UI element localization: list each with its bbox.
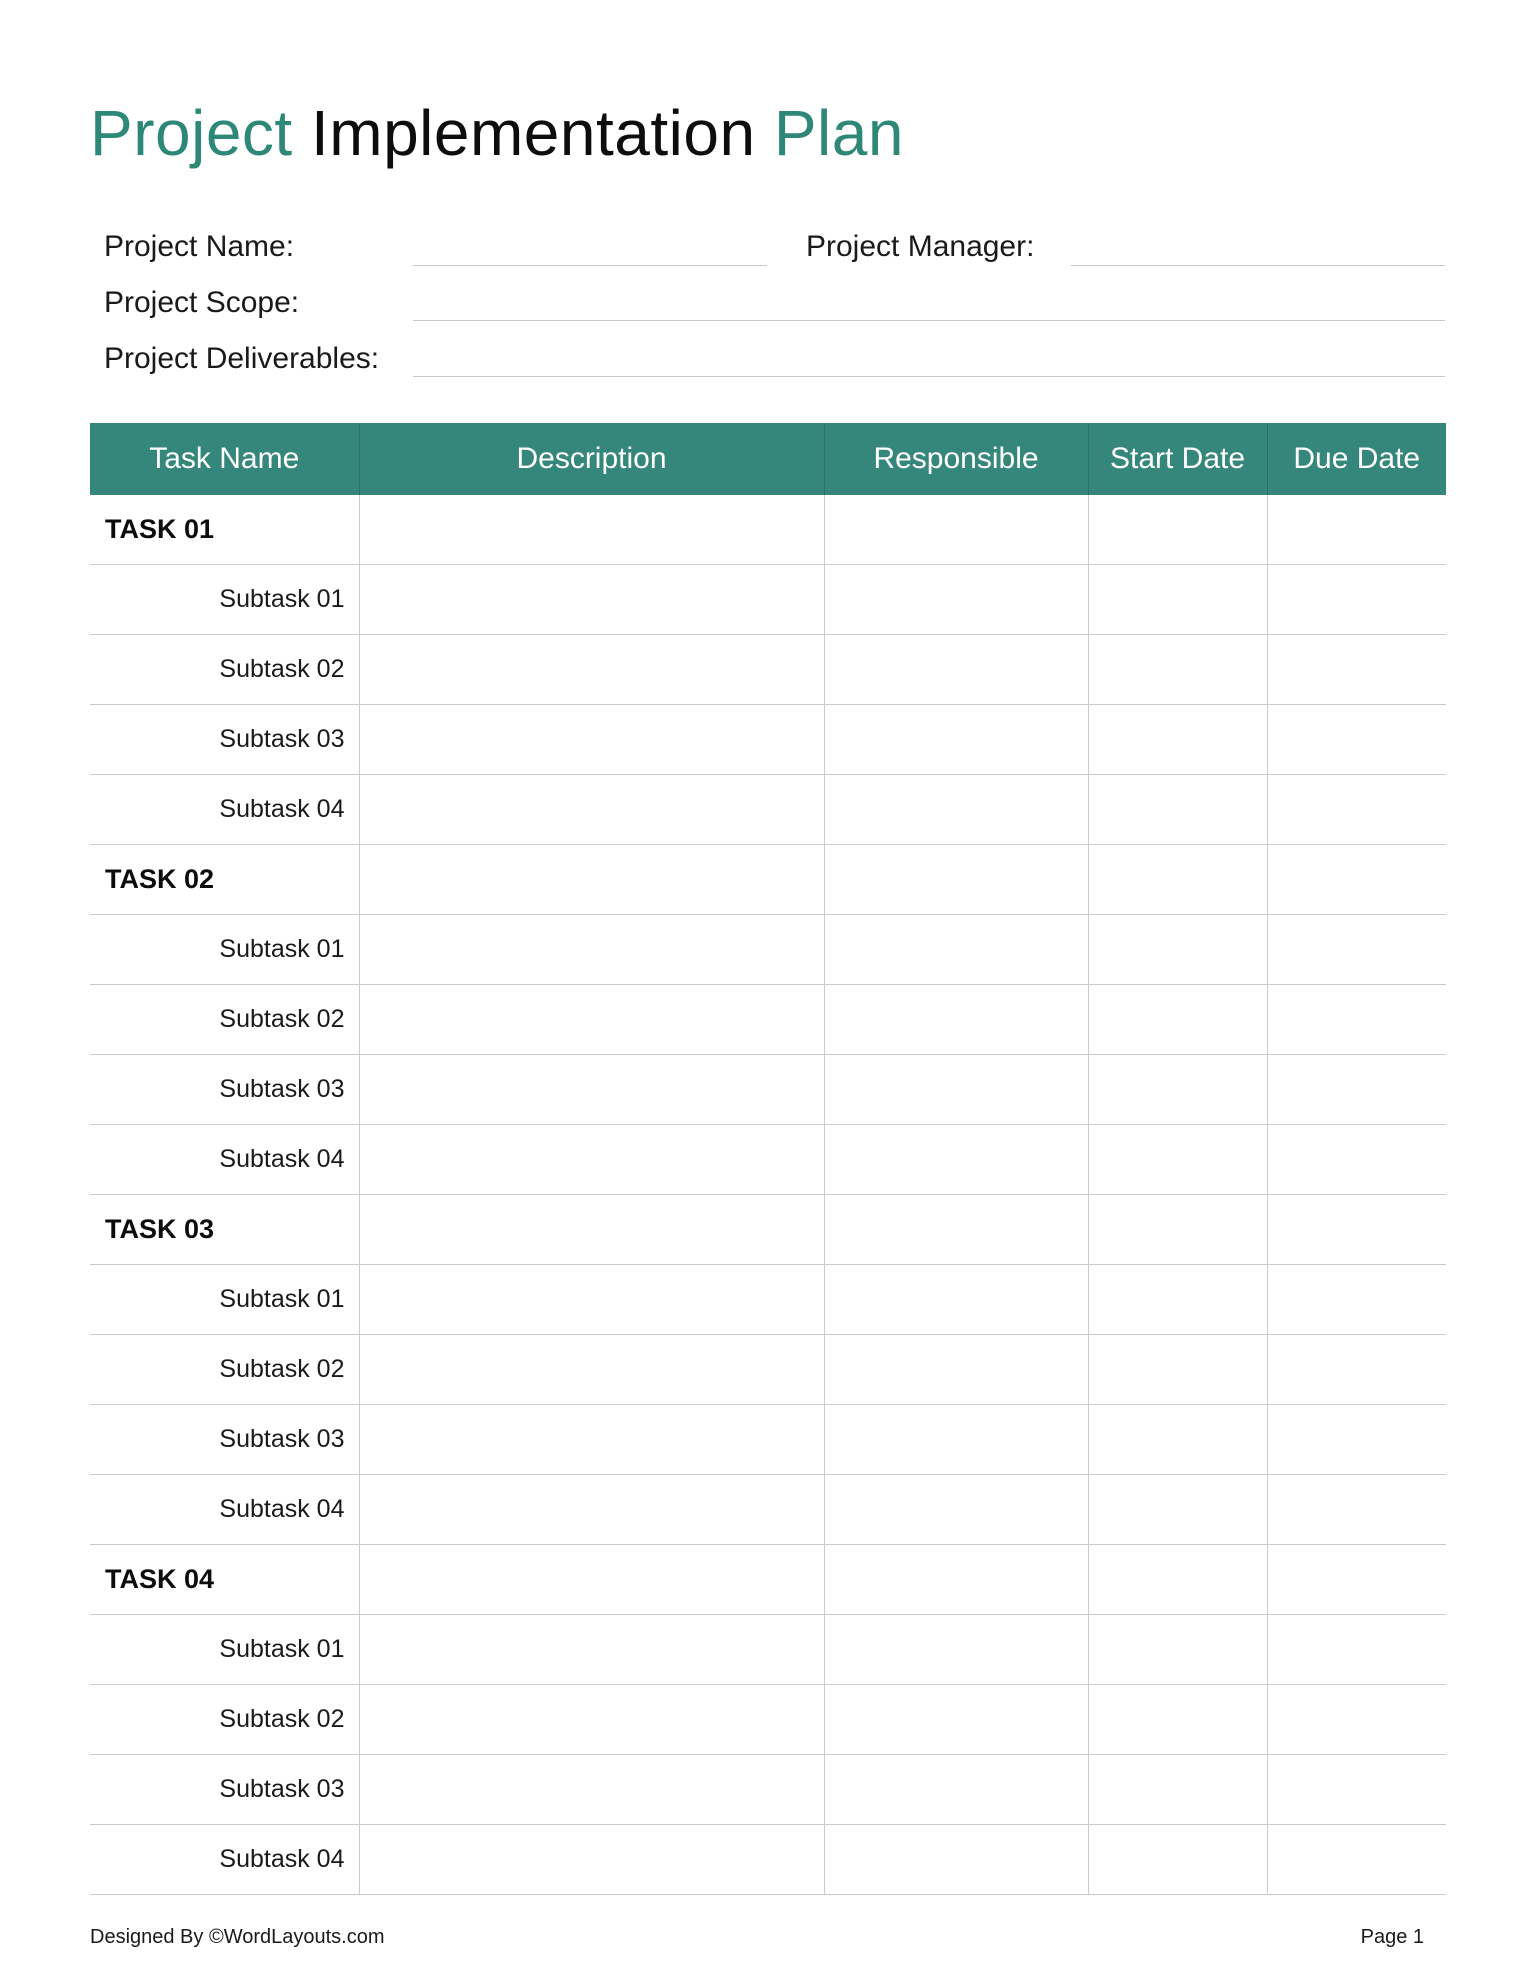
task-row xyxy=(90,495,1446,565)
task-name-cell: TASK 02 xyxy=(90,845,359,915)
subtask-name-cell: Subtask 01 xyxy=(90,915,359,985)
subtask-row xyxy=(90,1825,1446,1895)
start-date-cell[interactable] xyxy=(1088,845,1267,915)
subtask-name-cell: Subtask 04 xyxy=(90,1125,359,1195)
project-manager-label: Project Manager: xyxy=(806,230,1035,263)
task-name-cell: TASK 04 xyxy=(90,1545,359,1615)
responsible-cell[interactable] xyxy=(824,775,1088,845)
task-name-cell: TASK 01 xyxy=(90,495,359,565)
project-name-field[interactable] xyxy=(413,265,767,266)
start-date-cell[interactable] xyxy=(1088,775,1267,845)
subtask-row xyxy=(90,565,1446,635)
description-cell[interactable] xyxy=(359,1195,824,1265)
start-date-cell[interactable] xyxy=(1088,495,1267,565)
subtask-row xyxy=(90,1055,1446,1125)
page-title xyxy=(90,92,904,174)
start-date-cell[interactable] xyxy=(1088,635,1267,705)
subtask-row xyxy=(90,1405,1446,1475)
due-date-cell[interactable] xyxy=(1267,1335,1446,1405)
responsible-cell[interactable] xyxy=(824,1055,1088,1125)
subtask-row xyxy=(90,635,1446,705)
description-cell[interactable] xyxy=(359,565,824,635)
due-date-cell[interactable] xyxy=(1267,985,1446,1055)
description-cell[interactable] xyxy=(359,1825,824,1895)
start-date-cell[interactable] xyxy=(1088,1265,1267,1335)
designed-by-credit: Designed By ©WordLayouts.com xyxy=(90,1926,385,1948)
description-cell[interactable] xyxy=(359,1335,824,1405)
due-date-cell[interactable] xyxy=(1267,705,1446,775)
responsible-cell[interactable] xyxy=(824,1335,1088,1405)
description-cell[interactable] xyxy=(359,775,824,845)
start-date-cell[interactable] xyxy=(1088,1125,1267,1195)
description-cell[interactable] xyxy=(359,705,824,775)
due-date-cell[interactable] xyxy=(1267,1405,1446,1475)
subtask-name-cell: Subtask 03 xyxy=(90,1405,359,1475)
responsible-cell[interactable] xyxy=(824,1755,1088,1825)
responsible-cell[interactable] xyxy=(824,1825,1088,1895)
start-date-cell[interactable] xyxy=(1088,1615,1267,1685)
subtask-row xyxy=(90,915,1446,985)
task-name-cell: TASK 03 xyxy=(90,1195,359,1265)
due-date-cell[interactable] xyxy=(1267,1055,1446,1125)
description-cell[interactable] xyxy=(359,1055,824,1125)
start-date-cell[interactable] xyxy=(1088,1405,1267,1475)
header-task-name: Task Name xyxy=(90,423,359,495)
due-date-cell[interactable] xyxy=(1267,1545,1446,1615)
due-date-cell[interactable] xyxy=(1267,1125,1446,1195)
start-date-cell[interactable] xyxy=(1088,1825,1267,1895)
subtask-row xyxy=(90,705,1446,775)
description-cell[interactable] xyxy=(359,1125,824,1195)
subtask-name-cell: Subtask 02 xyxy=(90,985,359,1055)
subtask-row xyxy=(90,1125,1446,1195)
description-cell[interactable] xyxy=(359,635,824,705)
description-cell[interactable] xyxy=(359,1405,824,1475)
task-table xyxy=(90,423,1446,1895)
due-date-cell[interactable] xyxy=(1267,1685,1446,1755)
due-date-cell[interactable] xyxy=(1267,1755,1446,1825)
project-scope-field[interactable] xyxy=(413,320,1445,321)
responsible-cell[interactable] xyxy=(824,705,1088,775)
subtask-name-cell: Subtask 02 xyxy=(90,1685,359,1755)
subtask-name-cell: Subtask 04 xyxy=(90,1475,359,1545)
header-responsible: Responsible xyxy=(824,423,1088,495)
responsible-cell[interactable] xyxy=(824,1125,1088,1195)
responsible-cell[interactable] xyxy=(824,915,1088,985)
subtask-row xyxy=(90,1335,1446,1405)
subtask-name-cell: Subtask 03 xyxy=(90,1055,359,1125)
due-date-cell[interactable] xyxy=(1267,635,1446,705)
start-date-cell[interactable] xyxy=(1088,1195,1267,1265)
start-date-cell[interactable] xyxy=(1088,1475,1267,1545)
description-cell[interactable] xyxy=(359,1475,824,1545)
description-cell[interactable] xyxy=(359,1755,824,1825)
start-date-cell[interactable] xyxy=(1088,1755,1267,1825)
start-date-cell[interactable] xyxy=(1088,985,1267,1055)
due-date-cell[interactable] xyxy=(1267,775,1446,845)
start-date-cell[interactable] xyxy=(1088,1545,1267,1615)
subtask-row xyxy=(90,1615,1446,1685)
description-cell[interactable] xyxy=(359,1545,824,1615)
header-description: Description xyxy=(359,423,824,495)
subtask-row xyxy=(90,1685,1446,1755)
responsible-cell[interactable] xyxy=(824,1545,1088,1615)
due-date-cell[interactable] xyxy=(1267,1475,1446,1545)
subtask-row xyxy=(90,985,1446,1055)
table-header-row xyxy=(90,423,1446,495)
subtask-name-cell: Subtask 03 xyxy=(90,705,359,775)
responsible-cell[interactable] xyxy=(824,565,1088,635)
project-name-label: Project Name: xyxy=(104,230,295,263)
responsible-cell[interactable] xyxy=(824,1195,1088,1265)
page-number: Page 1 xyxy=(1360,1926,1424,1948)
due-date-cell[interactable] xyxy=(1267,1265,1446,1335)
start-date-cell[interactable] xyxy=(1088,1335,1267,1405)
header-start-date: Start Date xyxy=(1088,423,1267,495)
header-due-date: Due Date xyxy=(1267,423,1446,495)
responsible-cell[interactable] xyxy=(824,1405,1088,1475)
subtask-row xyxy=(90,1755,1446,1825)
project-scope-label: Project Scope: xyxy=(104,286,300,319)
due-date-cell[interactable] xyxy=(1267,565,1446,635)
description-cell[interactable] xyxy=(359,1265,824,1335)
start-date-cell[interactable] xyxy=(1088,565,1267,635)
subtask-name-cell: Subtask 01 xyxy=(90,1615,359,1685)
responsible-cell[interactable] xyxy=(824,845,1088,915)
task-row xyxy=(90,845,1446,915)
responsible-cell[interactable] xyxy=(824,1615,1088,1685)
subtask-name-cell: Subtask 04 xyxy=(90,775,359,845)
project-deliverables-label: Project Deliverables: xyxy=(104,342,380,375)
start-date-cell[interactable] xyxy=(1088,705,1267,775)
task-row xyxy=(90,1195,1446,1265)
due-date-cell[interactable] xyxy=(1267,495,1446,565)
subtask-row xyxy=(90,775,1446,845)
due-date-cell[interactable] xyxy=(1267,845,1446,915)
start-date-cell[interactable] xyxy=(1088,1685,1267,1755)
responsible-cell[interactable] xyxy=(824,1685,1088,1755)
title-word-plan: Plan xyxy=(773,97,904,169)
description-cell[interactable] xyxy=(359,845,824,915)
project-deliverables-field[interactable] xyxy=(413,376,1445,377)
subtask-name-cell: Subtask 04 xyxy=(90,1825,359,1895)
description-cell[interactable] xyxy=(359,1685,824,1755)
subtask-name-cell: Subtask 02 xyxy=(90,635,359,705)
responsible-cell[interactable] xyxy=(824,1265,1088,1335)
task-row xyxy=(90,1545,1446,1615)
subtask-row xyxy=(90,1475,1446,1545)
due-date-cell[interactable] xyxy=(1267,1195,1446,1265)
title-word-implementation: Implementation xyxy=(310,97,756,169)
project-manager-field[interactable] xyxy=(1071,265,1445,266)
subtask-name-cell: Subtask 01 xyxy=(90,565,359,635)
subtask-row xyxy=(90,1265,1446,1335)
due-date-cell[interactable] xyxy=(1267,1615,1446,1685)
title-word-project: Project xyxy=(90,97,293,169)
responsible-cell[interactable] xyxy=(824,1475,1088,1545)
start-date-cell[interactable] xyxy=(1088,1055,1267,1125)
subtask-name-cell: Subtask 02 xyxy=(90,1335,359,1405)
subtask-name-cell: Subtask 01 xyxy=(90,1265,359,1335)
description-cell[interactable] xyxy=(359,985,824,1055)
due-date-cell[interactable] xyxy=(1267,1825,1446,1895)
subtask-name-cell: Subtask 03 xyxy=(90,1755,359,1825)
description-cell[interactable] xyxy=(359,1615,824,1685)
start-date-cell[interactable] xyxy=(1088,915,1267,985)
responsible-cell[interactable] xyxy=(824,635,1088,705)
due-date-cell[interactable] xyxy=(1267,915,1446,985)
description-cell[interactable] xyxy=(359,495,824,565)
responsible-cell[interactable] xyxy=(824,495,1088,565)
description-cell[interactable] xyxy=(359,915,824,985)
responsible-cell[interactable] xyxy=(824,985,1088,1055)
